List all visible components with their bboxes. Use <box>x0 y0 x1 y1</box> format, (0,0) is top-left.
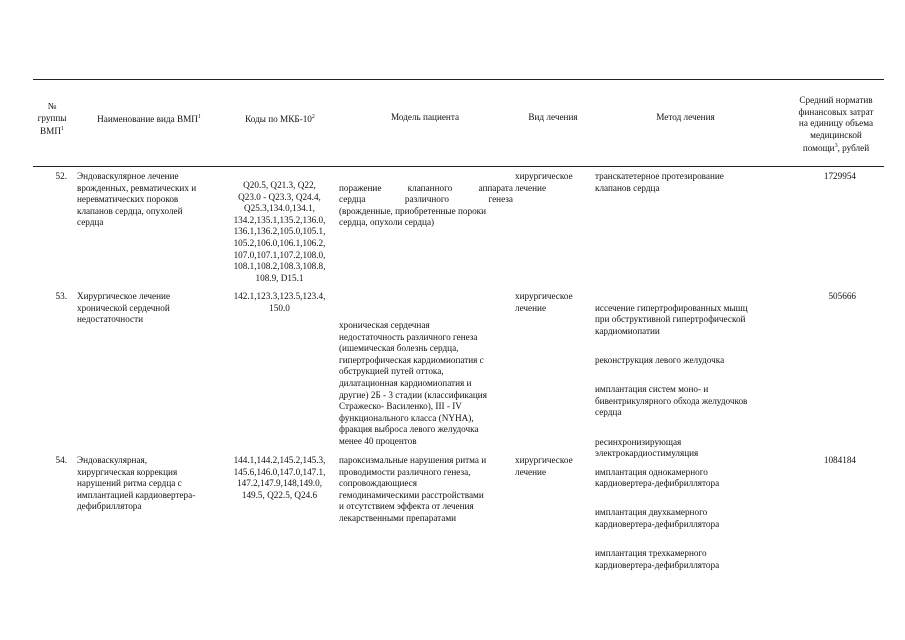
row-number: 52. <box>55 171 67 181</box>
row-mkb-codes: Q20.5, Q21.3, Q22, Q23.0 - Q23.3, Q24.4, Q25.3,134.0,134.1, 134.2,135.1,135.2,136.0, 136.1,136.2,105.0,105.1, 105.2,106.0,106.1,106.2, 107.0,107.1,107.2,108.0, 108.1,108.2,108.3,108.8, 108.9, D15.1 <box>233 180 326 283</box>
row-patient-model: пароксизмальные нарушения ритма и проводимости различного генеза, сопровождающиеся гемодинамическими расстройствами и отсутствием эффекта от лечения лекарственными препаратами <box>339 455 487 523</box>
row-treatment-type: хирургическое лечение <box>515 171 573 193</box>
row-vmp-name: Хирургическое лечение хронической сердечной недостаточности <box>77 291 171 325</box>
method-item: ресинхронизирующая электрокардиостимуляция <box>595 436 699 459</box>
row-treatment-method <box>595 291 785 471</box>
method-item: реконструкция левого желудочка <box>595 354 725 365</box>
method-item: имплантация однокамерного кардиовертера-дефибриллятора <box>595 466 720 489</box>
header-group-number: № группы ВМП$^1$ <box>37 101 67 137</box>
row-patient-model: хроническая сердечная недостаточность различного генеза (ишемическая болезнь сердца, гипертрофическая кардиомиопатия с обструкцией путей оттока, дилатационная кардиомиопатия и другие) 2Б - 3 стадии (классификация Стражеско- Василенко), III - IV функционального класса (NYHA), фракция выброса левого желудочка менее 40 процентов <box>339 320 487 446</box>
row-vmp-name: Эндоваскулярная, хирургическая коррекция нарушений ритма сердца с имплантацией кардиовертера- дефибриллятора <box>77 455 196 512</box>
method-item: иссечение гипертрофированных мышц при обструктивной гипертрофической кардиомиопатии <box>595 302 748 336</box>
row-treatment-type: хирургическое лечение <box>515 455 573 477</box>
row-number: 54. <box>55 455 67 465</box>
row-cost: 1084184 <box>823 455 856 465</box>
header-bottom-border <box>33 166 884 167</box>
row-mkb-codes: 144.1,144.2,145.2,145.3, 145.6,146.0,147.0,147.1, 147.2,147.9,148,149.0, 149.5, Q22.5, Q24.6 <box>233 455 326 500</box>
header-patient-model: Модель пациента <box>390 112 460 122</box>
row-treatment-type: хирургическое лечение <box>515 291 573 313</box>
method-item: имплантация систем моно- и бивентрикулярного обхода желудочков сердца <box>595 384 748 418</box>
row-treatment-method: транскатетерное протезирование клапанов сердца <box>595 171 724 193</box>
row-vmp-name: Эндоваскулярное лечение врожденных, ревматических и неревматических пороков клапанов сердца, опухолей сердца <box>77 171 197 228</box>
row-treatment-method <box>595 455 785 583</box>
row-mkb-codes: 142.1,123.3,123.5,123.4, 150.0 <box>233 291 326 313</box>
header-vmp-name: Наименование вида ВМП$^1$ <box>97 114 201 125</box>
table-top-border <box>33 79 884 80</box>
header-treatment-type: Вид лечения <box>528 112 578 122</box>
row-cost: 505666 <box>828 291 856 301</box>
header-treatment-method: Метод лечения <box>656 112 715 122</box>
header-mkb-codes: Коды по МКБ-$10^2$ <box>245 114 315 125</box>
row-cost: 1729954 <box>823 171 856 181</box>
row-number: 53. <box>55 291 67 301</box>
row-patient-model: поражение клапанного аппарата сердца различного генеза (врожденные, приобретенные пороки сердца, опухоли сердца) <box>339 182 513 228</box>
method-item: имплантация двухкамерного кардиовертера-дефибриллятора <box>595 507 720 529</box>
method-item: имплантация трехкамерного кардиовертера-дефибриллятора <box>595 548 720 570</box>
header-cost-norm: Средний норматив финансовых затрат на единицу объема медицинской помощи$^3$, рублей <box>798 95 874 154</box>
